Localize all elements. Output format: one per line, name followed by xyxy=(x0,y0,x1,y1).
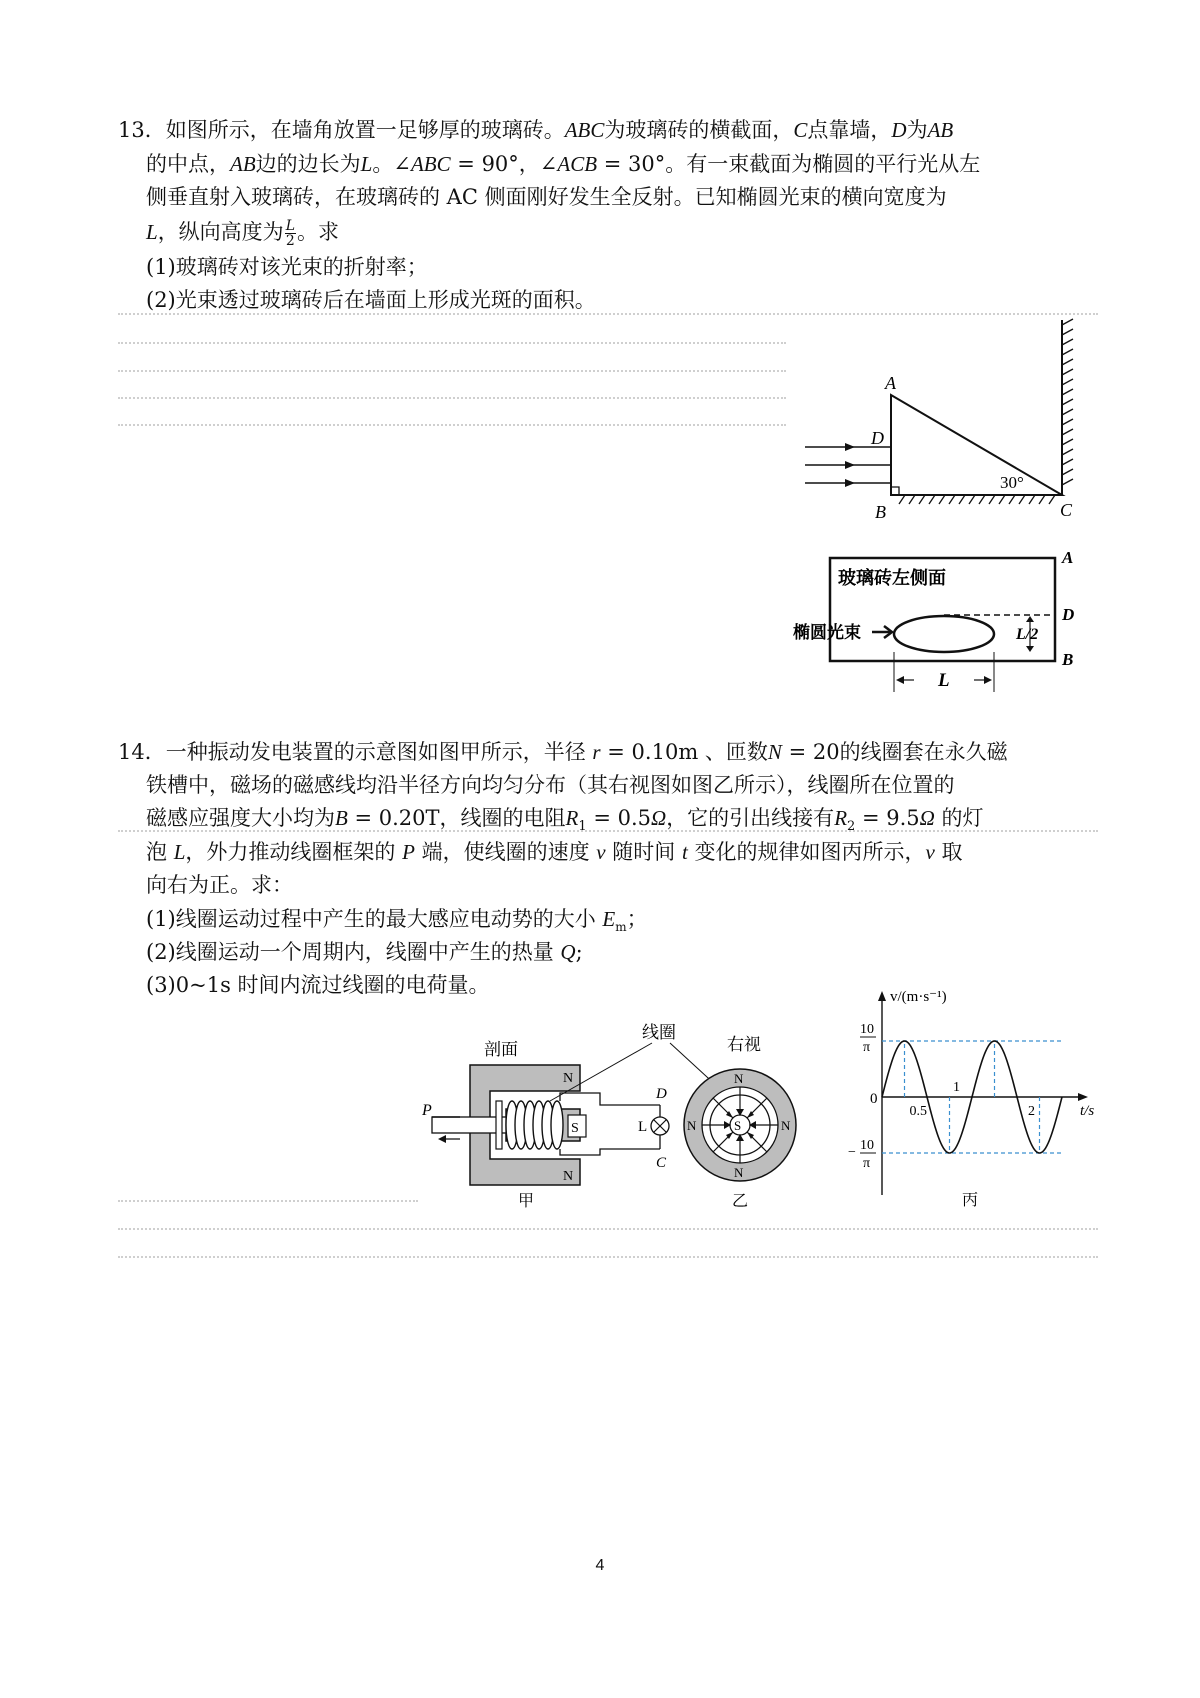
y-min-label-den: π xyxy=(863,1156,871,1171)
label-d: D xyxy=(871,428,884,448)
label-d: D xyxy=(1062,605,1075,624)
q13-sub-question-1: (1)玻璃砖对该光束的折射率； xyxy=(146,255,428,279)
q14-line-1: 14．一种振动发电装置的示意图如图甲所示，半径 r = 0.10m 、匝数N = 20的线圈套在永久磁 xyxy=(118,740,1008,764)
answer-line xyxy=(118,1228,1098,1230)
y-max-label-den: π xyxy=(863,1040,871,1055)
beam-label: 椭圆光束 xyxy=(793,623,861,642)
label-a: A xyxy=(1062,548,1074,567)
y-min-label-num: 10 xyxy=(860,1138,874,1153)
answer-line xyxy=(118,424,786,426)
q13-line-1: 13．如图所示，在墙角放置一足够厚的玻璃砖。ABC为玻璃砖的横截面，C点靠墙，D为AB xyxy=(118,118,954,142)
pole-n-bottom: N xyxy=(563,1169,574,1184)
answer-line xyxy=(118,1256,1098,1258)
label-c: C xyxy=(656,1155,667,1171)
l-over-2-fraction: $\frac{L}{2}$ xyxy=(285,218,295,249)
label-p: P xyxy=(422,1102,432,1119)
y-min-label-minus: − xyxy=(848,1145,856,1160)
label-b: B xyxy=(875,502,886,522)
width-label: L xyxy=(938,670,950,691)
answer-line xyxy=(118,830,1098,832)
origin-label: 0 xyxy=(870,1091,878,1107)
cross-section-title: 剖面 xyxy=(484,1040,518,1059)
q14-line-2: 铁槽中，磁场的磁感线均沿半径方向均匀分布（其右视图如图乙所示），线圈所在位置的 xyxy=(146,773,955,797)
right-view-title: 右视 xyxy=(727,1035,761,1054)
q14-sub-question-2: (2)线圈运动一个周期内，线圈中产生的热量 Q; xyxy=(146,940,583,964)
figure-14-generator xyxy=(420,1015,820,1210)
label-b: B xyxy=(1062,650,1074,669)
q14-line-4: 泡 L，外力推动线圈框架的 P 端，使线圈的速度 v 随时间 t 变化的规律如图丙所示，v 取 xyxy=(146,840,963,864)
x-tick-label: 0.5 xyxy=(909,1104,927,1119)
angle-label: 30° xyxy=(1000,473,1024,492)
page-number: 4 xyxy=(595,1557,605,1574)
label-d: D xyxy=(656,1086,667,1102)
pole-n-top: N xyxy=(734,1071,744,1086)
q14-line-3: 磁感应强度大小均为B = 0.20T，线圈的电阻$R_1 = 0.5\Omega$，它的引出线接有$R_2 = 9.5\Omega$ 的灯 xyxy=(146,806,984,835)
lamp-label: L xyxy=(638,1119,648,1135)
pole-n-bottom: N xyxy=(734,1165,744,1180)
y-axis-label: v/(m·s⁻¹) xyxy=(890,989,947,1005)
y-max-label-num: 10 xyxy=(860,1022,874,1037)
q13-line-2: 的中点，AB边的边长为L。∠ABC = 90°，∠ACB = 30°。有一束截面为椭圆的平行光从左 xyxy=(146,152,981,176)
q13-line-4: L，纵向高度为 $\frac{L}{2}$ 。求 xyxy=(146,218,339,249)
q14-line-5: 向右为正。求： xyxy=(146,873,293,897)
q13-line-3: 侧垂直射入玻璃砖，在玻璃砖的 AC 侧面刚好发生全反射。已知椭圆光束的横向宽度为 xyxy=(146,185,947,209)
pole-n-left: N xyxy=(687,1118,697,1133)
label-c: C xyxy=(1060,500,1073,520)
caption-jia: 甲 xyxy=(518,1193,535,1210)
answer-line xyxy=(118,370,786,372)
figure-13-beam-section xyxy=(790,548,1090,698)
caption-yi: 乙 xyxy=(732,1193,749,1210)
glass-face-title: 玻璃砖左侧面 xyxy=(838,568,946,588)
height-label: L/2 xyxy=(1016,626,1039,643)
pole-n-top: N xyxy=(563,1071,574,1086)
x-axis-label: t/s xyxy=(1080,1103,1095,1119)
pole-n-right: N xyxy=(781,1118,791,1133)
answer-line xyxy=(118,397,786,399)
q14-sub-question-3: (3)0~1s 时间内流过线圈的电荷量。 xyxy=(146,973,490,997)
figure-14-velocity-chart xyxy=(840,985,1110,1210)
answer-line xyxy=(118,342,786,344)
x-tick-label: 2 xyxy=(1028,1104,1035,1119)
q14-sub-question-1: (1)线圈运动过程中产生的最大感应电动势的大小 $E_m$； xyxy=(146,907,648,935)
coil-label: 线圈 xyxy=(642,1023,676,1042)
caption-bing: 丙 xyxy=(962,1192,979,1209)
answer-line xyxy=(118,1200,418,1202)
pole-s: S xyxy=(734,1118,742,1133)
q13-sub-question-2: (2)光束透过玻璃砖后在墙面上形成光斑的面积。 xyxy=(146,288,596,312)
label-a: A xyxy=(885,373,896,393)
x-tick-label: 1 xyxy=(953,1080,960,1095)
pole-s: S xyxy=(571,1121,579,1136)
figure-13-prism xyxy=(795,315,1095,530)
